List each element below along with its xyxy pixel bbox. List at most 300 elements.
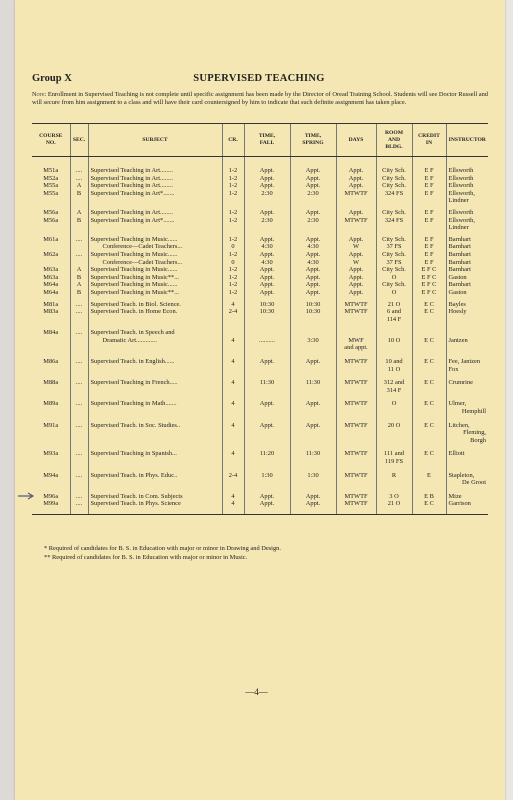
- table-row: [32, 387, 488, 395]
- table-cell: Supervised Teaching in Spanish...: [88, 450, 222, 458]
- table-cell: Appt.: [336, 289, 376, 297]
- col-instructor: INSTRUCTOR: [446, 124, 488, 157]
- table-cell: [70, 458, 88, 466]
- table-cell: [446, 387, 488, 395]
- table-cell: [290, 197, 336, 205]
- table-cell: 1-2: [222, 251, 244, 259]
- table-cell: Appt.: [290, 236, 336, 244]
- table-cell: [376, 344, 412, 352]
- table-cell: 324 FS: [376, 190, 412, 198]
- table-row: [32, 344, 488, 352]
- table-cell: Crumrine: [446, 379, 488, 387]
- table-row: [32, 316, 488, 324]
- table-cell: [222, 429, 244, 437]
- table-cell: Appt.: [244, 266, 290, 274]
- table-row: [32, 479, 488, 487]
- table-row: [32, 450, 488, 458]
- table-cell: Appt.: [290, 167, 336, 175]
- table-cell: [32, 316, 70, 324]
- table-cell: [88, 387, 222, 395]
- table-cell: MTWTF: [336, 450, 376, 458]
- table-cell: M83a: [43, 308, 59, 316]
- table-cell: Appt.: [336, 251, 376, 259]
- table-cell: Supervised Teaching in Music......: [88, 266, 222, 274]
- table-cell: 4: [222, 500, 244, 508]
- table-cell: 2:30: [244, 190, 290, 198]
- note-label: Note:: [32, 91, 47, 98]
- table-cell: City Sch.: [376, 182, 412, 190]
- table-row: [32, 366, 488, 374]
- table-body: [32, 157, 488, 515]
- table-cell: Appt.: [244, 236, 290, 244]
- table-cell: M63a: [43, 266, 59, 274]
- table-cell: Fee, Jantzen: [446, 358, 488, 366]
- table-cell: Appt.: [290, 281, 336, 289]
- table-cell: [222, 408, 244, 416]
- table-cell: MTWTF: [336, 358, 376, 366]
- table-cell: City Sch.: [376, 167, 412, 175]
- table-cell: E C: [412, 422, 446, 430]
- table-cell: E F: [412, 236, 446, 244]
- table-cell: M94a: [43, 471, 59, 479]
- table-cell: Appt.: [336, 209, 376, 217]
- table-cell: 119 FS: [376, 458, 412, 466]
- table-cell: Hoesly: [446, 308, 488, 316]
- table-cell: Appt.: [290, 251, 336, 259]
- table-cell: M55a: [43, 182, 59, 190]
- table-cell: Fox: [446, 366, 488, 374]
- table-row: [32, 329, 488, 337]
- table-cell: ....: [70, 500, 88, 508]
- table-cell: 21 O: [376, 301, 412, 309]
- table-cell: [70, 408, 88, 416]
- table-cell: 4: [222, 358, 244, 366]
- footnotes: [44, 545, 474, 562]
- table-cell: W: [336, 259, 376, 267]
- table-cell: Ellsworth: [446, 209, 488, 217]
- table-cell: M96a: [43, 492, 59, 500]
- table-row: [32, 408, 488, 416]
- table-cell: Appt.: [336, 236, 376, 244]
- table-row: [32, 236, 488, 244]
- table-cell: ....: [70, 422, 88, 430]
- table-cell: [244, 458, 290, 466]
- table-cell: 2-4: [222, 472, 244, 480]
- table-cell: [70, 479, 88, 487]
- table-row: [32, 337, 488, 345]
- table-cell: Appt.: [336, 266, 376, 274]
- table-cell: Supervised Teach. in Phys. Science: [88, 500, 222, 508]
- table-cell: [336, 479, 376, 487]
- table-cell: Supervised Teaching in Art........: [88, 209, 222, 217]
- table-cell: ....: [70, 358, 88, 366]
- table-cell: 4:30: [290, 243, 336, 251]
- col-room: ROOM AND BLDG.: [376, 124, 412, 157]
- table-cell: City Sch.: [376, 281, 412, 289]
- table-cell: A: [70, 209, 88, 217]
- table-cell: [88, 316, 222, 324]
- table-cell: Appt.: [244, 358, 290, 366]
- table-cell: [244, 408, 290, 416]
- table-cell: M89a: [43, 400, 59, 408]
- table-cell: 1-2: [222, 289, 244, 297]
- table-cell: [32, 429, 70, 437]
- page-header: [32, 73, 486, 87]
- table-cell: 10:30: [244, 308, 290, 316]
- table-cell: [336, 197, 376, 205]
- table-cell: [336, 387, 376, 395]
- table-cell: [446, 316, 488, 324]
- table-cell: 1-2: [222, 236, 244, 244]
- table-cell: [290, 316, 336, 324]
- table-cell: Appt.: [290, 400, 336, 408]
- table-cell: [290, 366, 336, 374]
- table-cell: 114 F: [376, 316, 412, 324]
- table-row: [32, 182, 488, 190]
- table-row: [32, 190, 488, 198]
- table-cell: Dramatic Art.............: [88, 337, 222, 345]
- table-cell: [32, 437, 70, 445]
- table-cell: ....: [70, 400, 88, 408]
- table-cell: [244, 437, 290, 445]
- table-cell: E F: [412, 243, 446, 251]
- table-cell: 10:30: [290, 301, 336, 309]
- table-cell: M84a: [43, 329, 59, 337]
- table-cell: [446, 458, 488, 466]
- table-cell: 0: [222, 259, 244, 267]
- table-cell: [336, 408, 376, 416]
- table-cell: [32, 337, 70, 345]
- table-cell: [32, 344, 70, 352]
- table-cell: Supervised Teach. in Phys. Educ..: [88, 472, 222, 480]
- table-cell: Appt.: [290, 175, 336, 183]
- table-cell: [376, 479, 412, 487]
- scanner-background: [0, 0, 15, 800]
- table-cell: [222, 197, 244, 205]
- table-cell: [290, 437, 336, 445]
- table-cell: [244, 316, 290, 324]
- table-cell: Appt.: [244, 281, 290, 289]
- table-row: [32, 274, 488, 282]
- table-cell: [376, 329, 412, 337]
- table-row: [32, 429, 488, 437]
- table-cell: E C: [412, 358, 446, 366]
- table-cell: 2:30: [290, 217, 336, 225]
- table-cell: [412, 437, 446, 445]
- table-cell: Ellsworth: [446, 167, 488, 175]
- table-cell: [244, 429, 290, 437]
- table-cell: 1:30: [244, 472, 290, 480]
- table-cell: M56a: [43, 208, 59, 216]
- table-cell: MTWTF: [336, 493, 376, 501]
- table-cell: City Sch.: [376, 175, 412, 183]
- col-subject: SUBJECT: [88, 124, 222, 157]
- table-cell: [70, 197, 88, 205]
- table-cell: 11:30: [290, 450, 336, 458]
- table-cell: E F: [412, 190, 446, 198]
- table-cell: E C: [412, 301, 446, 309]
- table-cell: Barnhart: [446, 259, 488, 267]
- table-cell: M62a: [43, 250, 59, 258]
- table-cell: 1-2: [222, 266, 244, 274]
- table-cell: [70, 259, 88, 267]
- table-cell: M63a: [43, 273, 59, 281]
- table-cell: [376, 408, 412, 416]
- table-cell: ....: [70, 175, 88, 183]
- table-cell: 1-2: [222, 209, 244, 217]
- table-cell: MTWTF: [336, 217, 376, 225]
- table-cell: Appt.: [244, 182, 290, 190]
- table-cell: [336, 316, 376, 324]
- table-cell: [32, 458, 70, 466]
- table-cell: M56a: [43, 216, 59, 224]
- table-cell: Conference—Cadet Teachers...: [88, 243, 222, 251]
- table-cell: Barnhart: [446, 266, 488, 274]
- table-cell: [70, 429, 88, 437]
- table-cell: [290, 458, 336, 466]
- table-cell: Ellsworth: [446, 182, 488, 190]
- table-cell: E C: [412, 379, 446, 387]
- table-row: [32, 358, 488, 366]
- table-cell: [412, 329, 446, 337]
- table-cell: 3:30: [290, 337, 336, 345]
- table-cell: [376, 224, 412, 232]
- table-cell: [412, 429, 446, 437]
- table-cell: Appt.: [244, 500, 290, 508]
- table-cell: [290, 408, 336, 416]
- table-cell: [244, 329, 290, 337]
- table-cell: O: [376, 289, 412, 297]
- col-credit-in: CREDIT IN: [412, 124, 446, 157]
- table-cell: De Groot: [446, 479, 488, 487]
- table-cell: Supervised Teaching in Music......: [88, 236, 222, 244]
- table-cell: 10:30: [290, 308, 336, 316]
- table-cell: 11:30: [244, 379, 290, 387]
- table-cell: E C: [412, 500, 446, 508]
- table-cell: M55a: [43, 189, 59, 197]
- table-cell: Appt.: [336, 167, 376, 175]
- table-cell: Barnhart: [446, 251, 488, 259]
- table-cell: Supervised Teach. in English......: [88, 358, 222, 366]
- table-cell: 10 O: [376, 337, 412, 345]
- table-cell: Supervised Teaching in French.....: [88, 379, 222, 387]
- table-cell: E B: [412, 493, 446, 501]
- table-cell: Barnhart: [446, 236, 488, 244]
- col-sec: SEC.: [70, 124, 88, 157]
- table-cell: [222, 458, 244, 466]
- table-cell: [222, 387, 244, 395]
- page-number: —4—: [245, 687, 268, 697]
- table-cell: E F C: [412, 289, 446, 297]
- table-row: [32, 167, 488, 175]
- table-row: [32, 437, 488, 445]
- table-cell: Barnhart: [446, 243, 488, 251]
- table-cell: 4: [222, 379, 244, 387]
- table-cell: 37 FS: [376, 259, 412, 267]
- table-cell: M64a: [43, 281, 59, 289]
- table-cell: [412, 366, 446, 374]
- table-cell: [412, 408, 446, 416]
- table-cell: [88, 197, 222, 205]
- table-cell: ....: [70, 167, 88, 175]
- table-cell: Appt.: [244, 209, 290, 217]
- table-cell: [32, 366, 70, 374]
- table-row: [32, 289, 488, 297]
- table-row: [32, 422, 488, 430]
- table-cell: 10:30: [244, 301, 290, 309]
- table-cell: Appt.: [244, 400, 290, 408]
- table-cell: 6 and: [376, 308, 412, 316]
- table-cell: E F: [412, 182, 446, 190]
- note-text: Enrollment in Supervised Teaching is not complete until specific assignment has been made by the Director of Oread Training School. Students will see Doctor Russell and will secure from him assignment to a class and will have their card countersigned by him to indicate that such definite assignment has taken place.: [32, 91, 488, 106]
- table-cell: M61a: [43, 235, 59, 243]
- table-cell: [222, 479, 244, 487]
- table-cell: 1-2: [222, 175, 244, 183]
- table-cell: Appt.: [290, 266, 336, 274]
- table-cell: 21 O: [376, 500, 412, 508]
- table-cell: [88, 479, 222, 487]
- table-cell: [88, 437, 222, 445]
- table-cell: MTWTF: [336, 422, 376, 430]
- table-cell: Appt.: [336, 175, 376, 183]
- table-cell: [222, 437, 244, 445]
- col-cr: CR.: [222, 124, 244, 157]
- table-cell: M88a: [43, 379, 59, 387]
- table-cell: Stapleton,: [446, 472, 488, 480]
- table-cell: 1-2: [222, 281, 244, 289]
- table-cell: 11:20: [244, 450, 290, 458]
- table-cell: Appt.: [244, 167, 290, 175]
- table-cell: 4: [222, 450, 244, 458]
- table-cell: 4: [222, 337, 244, 345]
- table-cell: [336, 458, 376, 466]
- table-cell: [244, 224, 290, 232]
- table-cell: [446, 329, 488, 337]
- table-row: [32, 458, 488, 466]
- table-cell: E C: [412, 400, 446, 408]
- table-cell: E F C: [412, 274, 446, 282]
- table-cell: Appt.: [244, 274, 290, 282]
- table-cell: 4: [222, 422, 244, 430]
- table-header-row: [32, 124, 488, 157]
- table-cell: Appt.: [290, 289, 336, 297]
- table-row: [32, 266, 488, 274]
- table-cell: M93a: [43, 450, 59, 458]
- table-cell: B: [70, 274, 88, 282]
- table-cell: Lindner: [446, 224, 488, 232]
- table-cell: M86a: [43, 358, 59, 366]
- table-cell: 4:30: [290, 259, 336, 267]
- table-cell: Supervised Teaching in Art........: [88, 175, 222, 183]
- table-cell: Appt.: [290, 358, 336, 366]
- table-cell: Bayles: [446, 301, 488, 309]
- table-cell: [222, 329, 244, 337]
- table-cell: [32, 224, 70, 232]
- table-cell: [336, 224, 376, 232]
- table-cell: [412, 197, 446, 205]
- table-cell: [32, 243, 70, 251]
- table-cell: M99a: [43, 500, 59, 508]
- table-cell: [244, 387, 290, 395]
- table-cell: O: [376, 400, 412, 408]
- table-cell: [336, 329, 376, 337]
- table-cell: [376, 437, 412, 445]
- footnote-music: ** Required of candidates for B. S. in Education with major or minor in Music.: [44, 553, 248, 561]
- table-cell: ..........: [244, 337, 290, 345]
- table-cell: [412, 224, 446, 232]
- table-cell: 4: [222, 301, 244, 309]
- table-cell: [32, 408, 70, 416]
- table-cell: ....: [70, 379, 88, 387]
- table-cell: Litchen,: [446, 422, 488, 430]
- table-cell: E F: [412, 167, 446, 175]
- table-cell: A: [70, 281, 88, 289]
- table-cell: Appt.: [290, 182, 336, 190]
- table-cell: O: [376, 274, 412, 282]
- table-cell: Supervised Teach. in Soc. Studies..: [88, 422, 222, 430]
- table-cell: ....: [70, 450, 88, 458]
- group-label: Group X: [32, 73, 72, 84]
- table-cell: [70, 224, 88, 232]
- course-table: [32, 123, 488, 515]
- table-cell: B: [70, 289, 88, 297]
- table-cell: Supervised Teaching in Music**...: [88, 274, 222, 282]
- table-cell: ....: [70, 301, 88, 309]
- table-cell: E: [412, 472, 446, 480]
- table-cell: E C: [412, 450, 446, 458]
- table-cell: [290, 344, 336, 352]
- table-cell: E F: [412, 251, 446, 259]
- table-cell: Garrison: [446, 500, 488, 508]
- table-spacer: [32, 157, 488, 168]
- table-cell: Barnhart: [446, 281, 488, 289]
- table-cell: Supervised Teach. in Biol. Science.: [88, 301, 222, 309]
- table-cell: [336, 429, 376, 437]
- table-cell: [244, 344, 290, 352]
- table-cell: and appt.: [336, 344, 376, 352]
- table-cell: [32, 259, 70, 267]
- col-time-fall: TIME, FALL: [244, 124, 290, 157]
- table-cell: Supervised Teaching in Art*.......: [88, 217, 222, 225]
- table-row: [32, 493, 488, 501]
- table-cell: [70, 316, 88, 324]
- table-cell: City Sch.: [376, 251, 412, 259]
- table-cell: City Sch.: [376, 236, 412, 244]
- table-cell: [290, 429, 336, 437]
- table-cell: 2:30: [290, 190, 336, 198]
- table-cell: E F C: [412, 281, 446, 289]
- table-cell: [412, 344, 446, 352]
- table-row: [32, 197, 488, 205]
- table-cell: ....: [70, 329, 88, 337]
- table-row: [32, 243, 488, 251]
- table-cell: [88, 366, 222, 374]
- table-cell: [70, 387, 88, 395]
- table-cell: E C: [412, 308, 446, 316]
- table-cell: M51a: [43, 167, 59, 174]
- table-cell: Gaston: [446, 274, 488, 282]
- table-cell: A: [70, 182, 88, 190]
- table-cell: ....: [70, 251, 88, 259]
- table-cell: [290, 224, 336, 232]
- table-cell: [412, 479, 446, 487]
- table-bottom-rule: [32, 508, 488, 515]
- table-cell: [290, 329, 336, 337]
- table-row: [32, 281, 488, 289]
- table-cell: [290, 479, 336, 487]
- table-row: [32, 175, 488, 183]
- table-cell: Appt.: [290, 422, 336, 430]
